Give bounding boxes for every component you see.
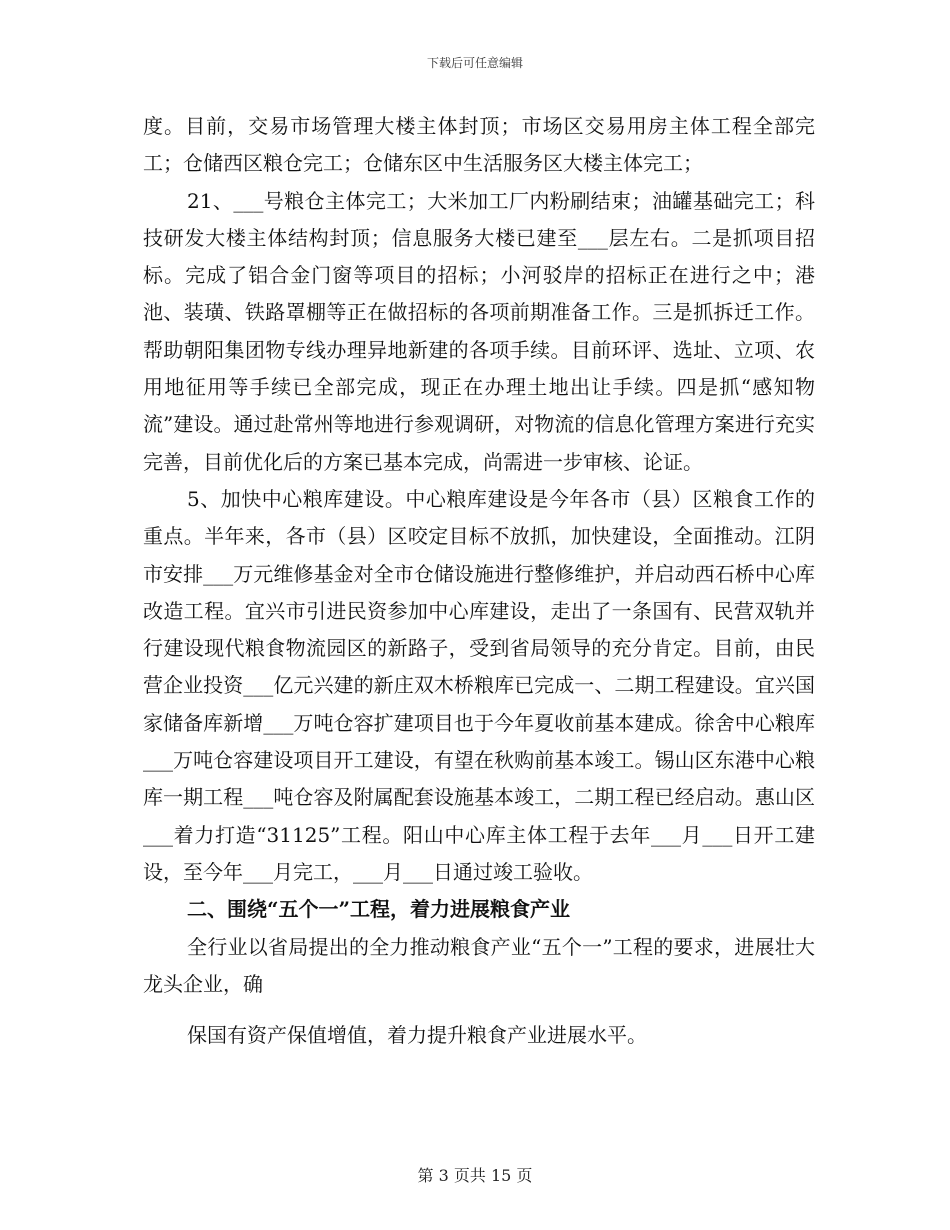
paragraph-gap: [143, 1003, 815, 1017]
section-heading: 二、围绕“五个一”工程，着力进展粮食产业: [187, 897, 571, 922]
document-body: [143, 108, 815, 1054]
paragraph-4: 全行业以省局提出的全力推动粮食产业“五个一”工程的要求，进展壮大龙头企业，确: [143, 934, 815, 996]
paragraph-5: 保国有资产保值增值，着力提升粮食产业进展水平。: [187, 1023, 647, 1048]
paragraph-2: 21、___号粮仓主体完工；大米加工厂内粉刷结束；油罐基础完工；科技研发大楼主体结构封顶；信息服务大楼已建至___层左右。二是抓项目招标。完成了铝合金门窗等项目的招标；小河驳岸的招标正在进行之中；港池、装璜、铁路罩棚等正在做招标的各项前期准备工作。三是抓拆迁工作。帮助朝阳集团物专线办理异地新建的各项手续。目前环评、选址、立项、农用地征用等手续已全部完成，现正在办理土地出让手续。四是抓“感知物流”建设。通过赴常州等地进行参观调研，对物流的信息化管理方案进行充实完善，目前优化后的方案已基本完成，尚需进一步审核、论证。: [143, 188, 815, 474]
paragraph-3: 5、加快中心粮库建设。中心粮库建设是今年各市（县）区粮食工作的重点。半年来，各市（县）区咬定目标不放抓，加快建设，全面推动。江阴市安排___万元维修基金对全市仓储设施进行整修维护，并启动西石桥中心库改造工程。宜兴市引进民资参加中心库建设，走出了一条国有、民营双轨并行建设现代粮食物流园区的新路子，受到省局领导的充分肯定。目前，由民营企业投资___亿元兴建的新庄双木桥粮库已完成一、二期工程建设。宜兴国家储备库新增___万吨仓容扩建项目也于今年夏收前基本建成。徐舍中心粮库___万吨仓容建设项目开工建设，有望在秋购前基本竣工。锡山区东港中心粮库一期工程___吨仓容及附属配套设施基本竣工，二期工程已经启动。惠山区___着力打造“31125”工程。阳山中心库主体工程于去年___月___日开工建设，至今年___月完工，___月___日通过竣工验收。: [143, 486, 815, 884]
page-header-note: 下载后可任意编辑: [426, 56, 523, 70]
paragraph-1: 度。目前，交易市场管理大楼主体封顶；市场区交易用房主体工程全部完工；仓储西区粮仓完工；仓储东区中生活服务区大楼主体完工；: [143, 114, 815, 176]
page-number-footer: 第 3 页共 15 页: [417, 1166, 533, 1185]
